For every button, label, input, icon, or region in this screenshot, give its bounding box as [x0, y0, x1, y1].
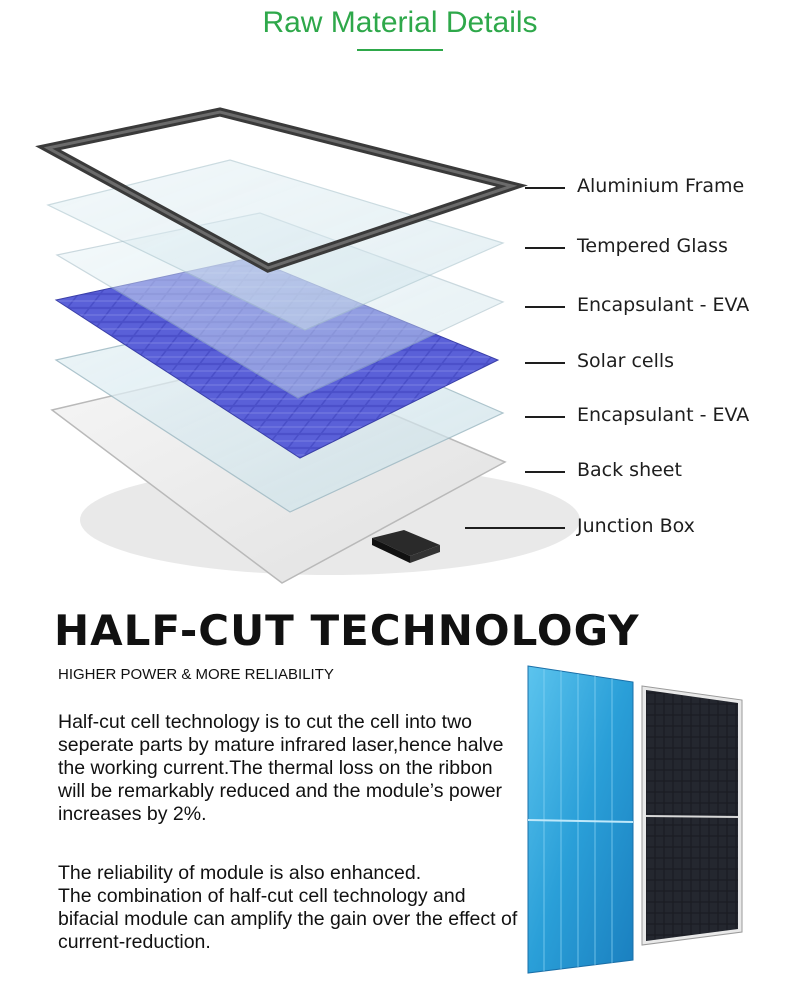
paragraph-reliability: The reliability of module is also enhanced.: [58, 862, 422, 884]
leader-line-eva-2: [525, 416, 565, 418]
label-aluminium-frame: Aluminium Frame: [577, 175, 745, 197]
leader-line-junction: [465, 527, 565, 529]
bifacial-panel-shape: [528, 666, 633, 973]
label-encapsulant-eva-top: Encapsulant - EVA: [577, 294, 750, 316]
leader-line-eva-1: [525, 306, 565, 308]
page-title: Raw Material Details: [262, 6, 538, 39]
section-headline: HALF-CUT TECHNOLOGY: [54, 606, 640, 655]
section-subheadline: HIGHER POWER & MORE RELIABILITY: [58, 666, 334, 683]
label-solar-cells: Solar cells: [577, 350, 675, 372]
paragraph-half-cut: Half-cut cell technology is to cut the cell into two seperate parts by mature infrared laser,hence halve the working current.The thermal loss on the ribbon will be remarkably reduced and the module’s power increases by 2%.: [58, 711, 504, 825]
label-back-sheet: Back sheet: [577, 459, 682, 481]
mono-panel-shape: [642, 686, 742, 945]
leader-line-cells: [525, 362, 565, 364]
label-encapsulant-eva-bottom: Encapsulant - EVA: [577, 404, 750, 426]
leader-line-glass: [525, 247, 565, 249]
leader-line-backsheet: [525, 471, 565, 473]
label-junction-box: Junction Box: [577, 515, 695, 537]
leader-line-frame: [525, 187, 565, 189]
label-tempered-glass: Tempered Glass: [577, 235, 728, 257]
paragraph-bifacial: The combination of half-cut cell technology and bifacial module can amplify the gain over the effect of current-reduction.: [58, 885, 518, 953]
panel-illustrations: [520, 660, 770, 980]
